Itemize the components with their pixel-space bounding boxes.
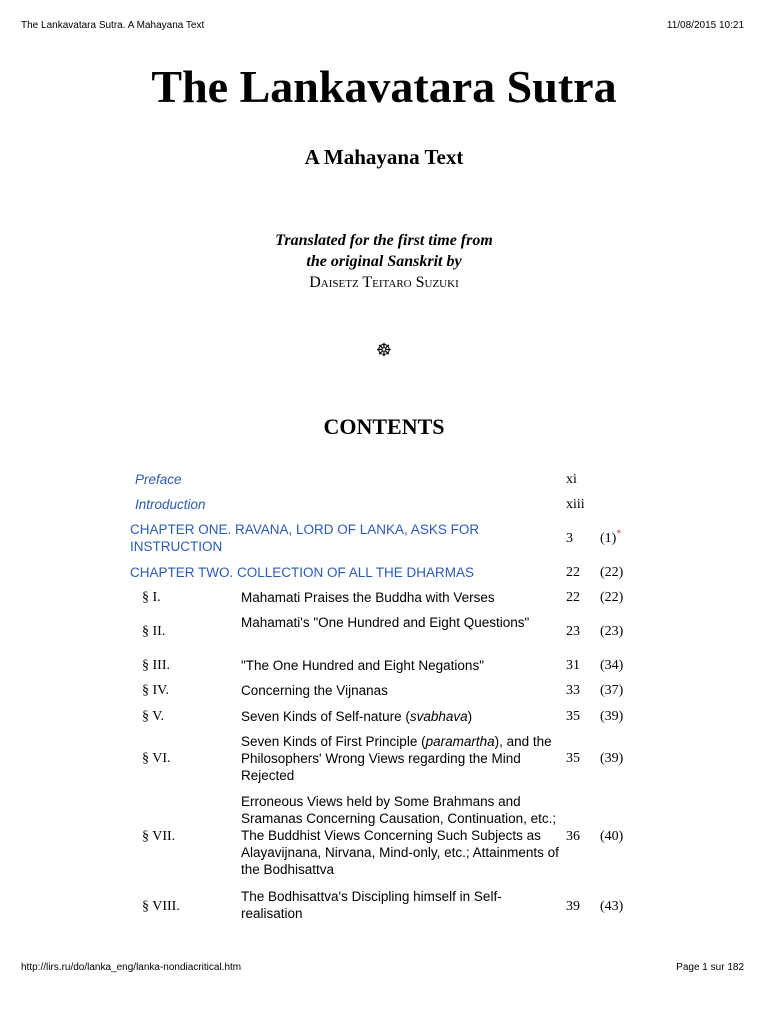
section-title-text: Seven Kinds of Self-nature (: [241, 709, 410, 724]
toc-orig-value: (1): [600, 531, 617, 546]
toc-orig-page: (37): [600, 683, 624, 698]
section-title: [241, 733, 559, 784]
contents-heading: CONTENTS: [323, 414, 445, 439]
toc-page: 35: [566, 709, 580, 724]
section-number: § V.: [142, 709, 165, 724]
translation-line-1: Translated for the first time from: [275, 232, 493, 249]
section-title-text: ): [467, 709, 473, 724]
toc-orig-page: (40): [600, 829, 624, 844]
toc-orig-page: (22): [600, 565, 624, 580]
toc-orig-page: (39): [600, 751, 624, 766]
header-page-title: The Lankavatara Sutra. A Mahayana Text: [21, 20, 205, 31]
section-title: The Bodhisattva's Discipling himself in Self-realisation: [241, 889, 502, 921]
introduction-link[interactable]: Introduction: [135, 497, 206, 512]
toc-page: 35: [566, 751, 580, 766]
section-number: § VIII.: [142, 899, 180, 914]
preface-link[interactable]: Preface: [135, 472, 182, 487]
sanskrit-term: svabhava: [409, 709, 468, 724]
toc-page: xiii: [566, 497, 585, 512]
section-number: § I.: [142, 590, 161, 605]
section-number: § II.: [142, 624, 166, 639]
toc-orig-page: (34): [600, 658, 624, 673]
section-title: Concerning the Vijnanas: [241, 683, 388, 698]
toc-orig-page: (43): [600, 899, 624, 914]
section-title: Erroneous Views held by Some Brahmans and Sramanas Concerning Causation, Continuation, etc.; The Buddhist Views Concerning Such Subjects as Alayavijnana, Nirvana, Mind-only, etc.; Attainments of the Bodhisattva: [241, 794, 559, 877]
toc-page: 31: [566, 658, 580, 673]
section-number: § III.: [142, 658, 170, 673]
toc-page: xi: [566, 472, 577, 487]
section-title: Mahamati's "One Hundred and Eight Questions": [241, 615, 530, 630]
section-number: § IV.: [142, 683, 169, 698]
sanskrit-term: paramartha: [425, 734, 495, 749]
toc-page: 33: [566, 683, 580, 698]
footnote-link[interactable]: *: [616, 528, 622, 540]
document-subtitle: A Mahayana Text: [304, 145, 464, 169]
toc-page: 23: [566, 624, 580, 639]
toc-orig-page: (23): [600, 624, 624, 639]
section-title: "The One Hundred and Eight Negations": [241, 658, 484, 673]
chapter-two-link[interactable]: CHAPTER TWO. COLLECTION OF ALL THE DHARMAS: [130, 565, 475, 580]
toc-orig-page: (39): [600, 709, 624, 724]
chapter-one-link[interactable]: CHAPTER ONE. RAVANA, LORD OF LANKA, ASKS FOR INSTRUCTION: [130, 522, 480, 554]
toc-page: 39: [566, 899, 580, 914]
toc-page: 22: [566, 590, 580, 605]
section-number: § VI.: [142, 751, 171, 766]
section-title: Mahamati Praises the Buddha with Verses: [241, 590, 495, 605]
header-date: 11/08/2015 10:21: [666, 20, 744, 31]
toc-orig-page: (22): [600, 590, 624, 605]
toc-page: 36: [566, 829, 580, 844]
section-title: [241, 708, 559, 725]
toc-page: 22: [566, 565, 580, 580]
translator-name: Daisetz Teitaro Suzuki: [309, 274, 459, 291]
translation-credit: [0, 230, 768, 293]
section-number: § VII.: [142, 829, 176, 844]
translation-line-2: the original Sanskrit by: [306, 253, 462, 270]
footer-page-count: Page 1 sur 182: [676, 962, 744, 973]
footer-url: http://lirs.ru/do/lanka_eng/lanka-nondiacritical.htm: [21, 962, 242, 973]
document-title: The Lankavatara Sutra: [151, 61, 617, 112]
dharma-wheel-icon: ☸: [375, 340, 393, 360]
section-title-text: ), and the Philosophers' Wrong Views regarding the Mind Rejected: [241, 734, 552, 783]
toc-page: 3: [566, 531, 573, 546]
section-title-text: Seven Kinds of First Principle (: [241, 734, 426, 749]
toc-orig-page: [600, 530, 621, 547]
